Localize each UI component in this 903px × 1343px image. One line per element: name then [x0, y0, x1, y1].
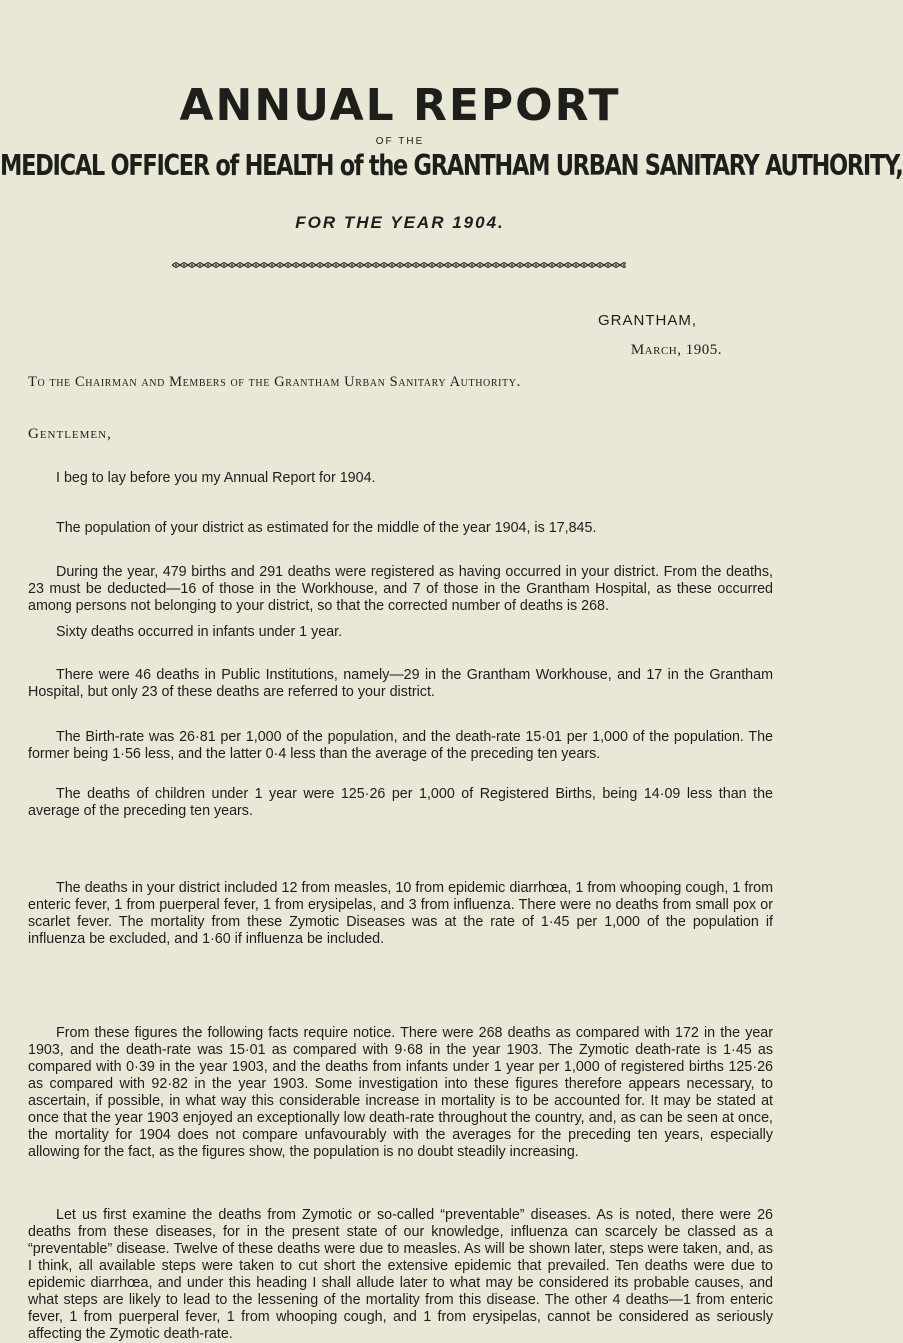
of-the-line: OF THE	[375, 136, 425, 147]
letter-date: March, 1905.	[630, 342, 722, 358]
ornamental-rule	[172, 262, 626, 268]
paragraph-institutions: There were 46 deaths in Public Institutions, namely—29 in the Grantham Workhouse, and 17 in the Grantham Hospital, but only 23 of these deaths are referred to your district.	[28, 667, 773, 700]
paragraph-comparison: From these figures the following facts require notice. There were 268 deaths as compared with 172 in the year 1903, and the death-rate was 15·01 as compared with 9·68 in the year 1903. The Zymotic death-rate is 1·45 as compared with 0·39 in the year 1903, and the deaths from infants under 1 year per 1,000 of registered births 125·26 as compared with 92·82 in the year 1903. Some investigation into these figures therefore appears necessary, to ascertain, if possible, in what way this considerable increase in mortality is to be accounted for. It may be stated at once that the year 1903 enjoyed an exceptionally low death-rate throughout the country, and, as can be seen at once, the mortality for 1904 does not compare unfavourably with the averages for the preceding ten years, especially allowing for the fact, as the figures show, the population is no doubt steadily increasing.	[28, 1025, 773, 1160]
paragraph-births-deaths: During the year, 479 births and 291 deaths were registered as having occurred in your district. From the deaths, 23 must be deducted—16 of those in the Workhouse, and 7 of those in the Grantham Hospital, as these occurred among persons not belonging to your district, so that the corrected number of deaths is 268.	[28, 564, 773, 614]
letter-place: GRANTHAM,	[598, 312, 697, 329]
paragraph-child-mortality: The deaths of children under 1 year were 125·26 per 1,000 of Registered Births, being 14·09 less than the average of the preceding ten years.	[28, 786, 773, 819]
paragraph-infant-deaths: Sixty deaths occurred in infants under 1 year.	[56, 624, 343, 640]
paragraph-population: The population of your district as estimated for the middle of the year 1904, is 17,845.	[56, 520, 597, 536]
paragraph-rates: The Birth-rate was 26·81 per 1,000 of the population, and the death-rate 15·01 per 1,000 of the population. The former being 1·56 less, and the latter 0·4 less than the average of the preceding ten years.	[28, 729, 773, 762]
report-subtitle: MEDICAL OFFICER of HEALTH of the GRANTHAM URBAN SANITARY AUTHORITY,	[0, 150, 903, 183]
paragraph-preventable: Let us first examine the deaths from Zymotic or so-called “preventable” diseases. As is noted, there were 26 deaths from these diseases, for in the present state of our knowledge, influenza can scarcely be classed as a “preventable” disease. Twelve of these deaths were due to measles. As will be shown later, steps were taken, and, as I think, all available steps were taken to cut short the extensive epidemic that prevailed. Ten deaths were due to epidemic diarrhœa, and under this heading I shall allude later to what may be considered its probable causes, and what steps are likely to lead to the lessening of the mortality from this disease. The other 4 deaths—1 from enteric fever, 1 from puerperal fever, 1 from whooping cough, and 1 from erysipelas, cannot be considered as seriously affecting the Zymotic death-rate.	[28, 1207, 773, 1342]
paragraph-zymotic-causes: The deaths in your district included 12 from measles, 10 from epidemic diarrhœa, 1 from whooping cough, 1 from enteric fever, 1 from puerperal fever, 1 from erysipelas, and 3 from influenza. There were no deaths from small pox or scarlet fever. The mortality from these Zymotic Diseases was at the rate of 1·45 per 1,000 of the population if influenza be excluded, and 1·60 if influenza be included.	[28, 880, 773, 947]
paragraph-intro: I beg to lay before you my Annual Report for 1904.	[56, 470, 376, 486]
letter-address: To the Chairman and Members of the Grantham Urban Sanitary Authority.	[28, 374, 521, 390]
report-title: ANNUAL REPORT	[179, 80, 621, 131]
letter-salutation: Gentlemen,	[28, 426, 112, 442]
report-year: FOR THE YEAR 1904.	[295, 213, 505, 232]
